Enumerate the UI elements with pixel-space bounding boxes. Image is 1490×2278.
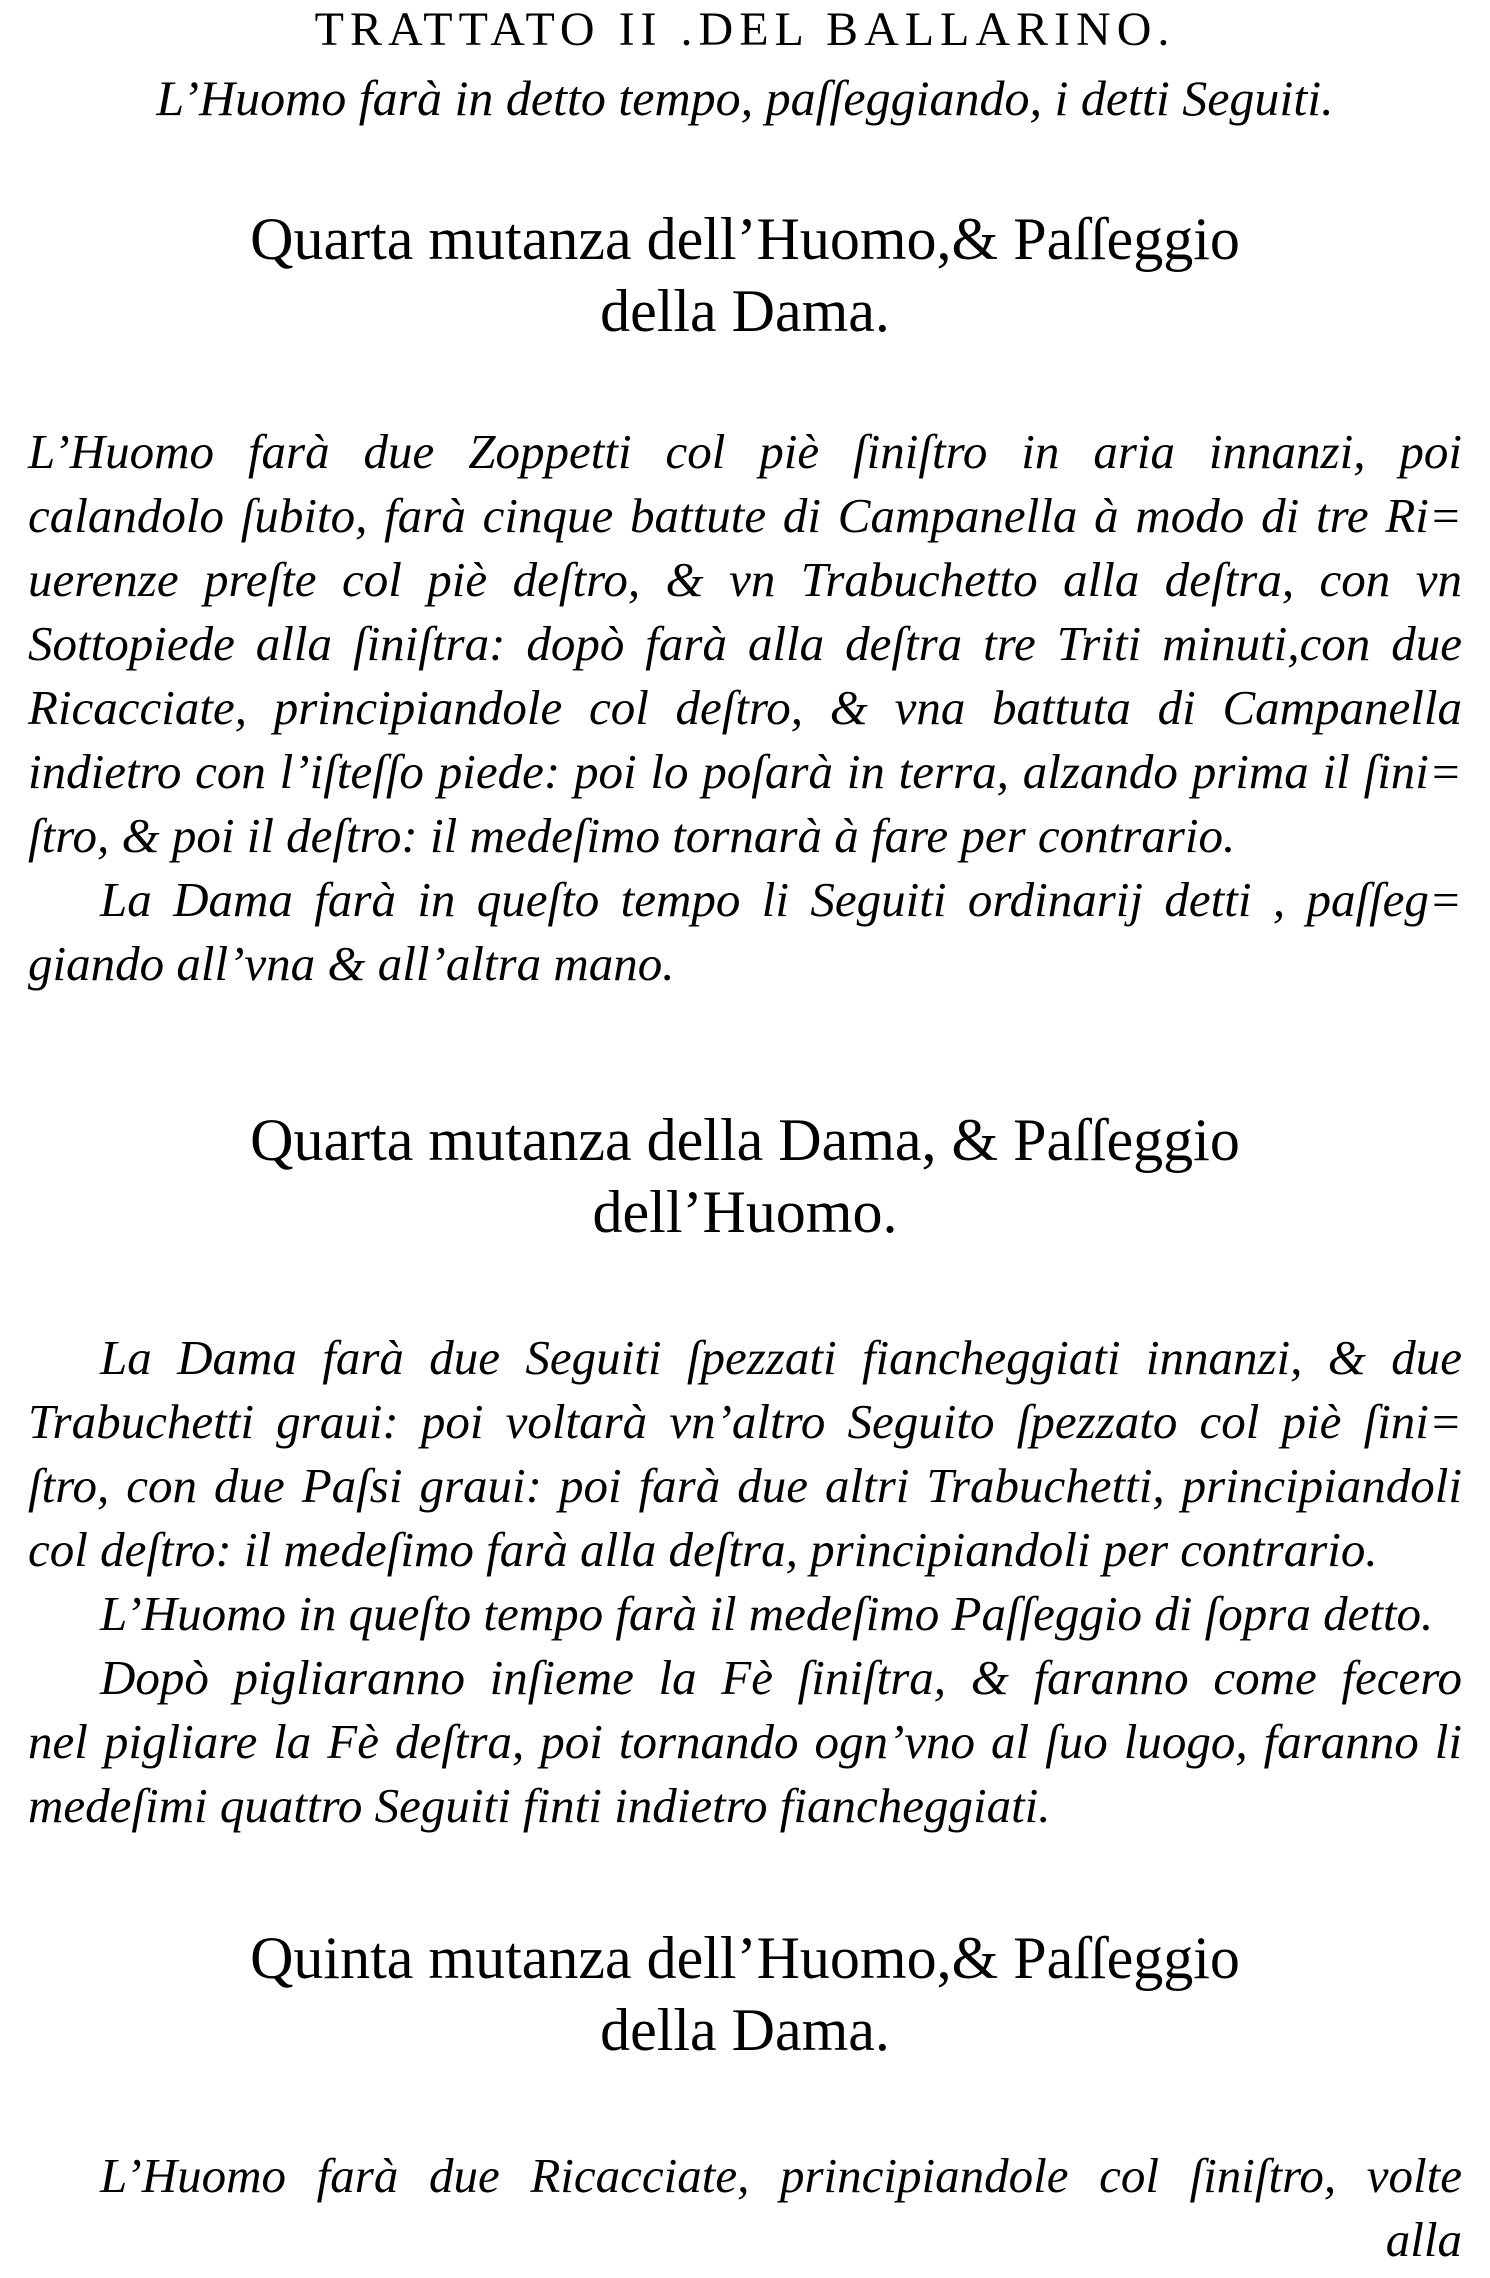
paragraph-continuation	[28, 932, 1462, 996]
text-line: ſtro, & poi il deſtro: il medeſimo tornarà à fare per contrario.	[28, 808, 1236, 863]
catchword-line	[28, 2208, 1462, 2272]
text-line: Trabuchetti graui: poi voltarà vn’altro Seguito ſpezzato col piè ſini=	[28, 1394, 1462, 1449]
text-line: indietro con l’iſteſſo piede: poi lo poſarà in terra, alzando prima il ſini=	[28, 744, 1462, 799]
text-line: ſtro, con due Paſsi graui: poi farà due altri Trabuchetti, principiandoli	[28, 1458, 1462, 1513]
paragraph	[28, 868, 1462, 932]
paragraph	[28, 420, 1462, 868]
text-line: giando all’vna & all’altra mano.	[28, 936, 675, 991]
text-line: nel pigliare la Fè deſtra, poi tornando ogn’vno al ſuo luogo, faranno li	[28, 1714, 1462, 1769]
paragraph	[28, 1326, 1462, 1390]
text-line: L’Huomo farà due Ricacciate, principiandole col ſiniſtro, volte	[100, 2148, 1462, 2203]
text-line: La Dama farà in queſto tempo li Seguiti ordinarij detti , paſſeg=	[100, 872, 1462, 927]
heading-line: Quinta mutanza dell’Huomo,& Paſſeggio	[250, 1925, 1240, 1991]
heading-line: Quarta mutanza dell’Huomo,& Paſſeggio	[250, 206, 1240, 272]
heading-line: Quarta mutanza della Dama, & Paſſeggio	[250, 1107, 1240, 1173]
catchword: alla	[1385, 2212, 1462, 2267]
paragraph	[28, 1582, 1462, 1646]
heading-line: della Dama.	[600, 278, 890, 344]
text-line: La Dama farà due Seguiti ſpezzati fiancheggiati innanzi, & due	[100, 1330, 1462, 1385]
heading-line: della Dama.	[600, 1997, 890, 2063]
section-heading	[100, 203, 1390, 347]
text-line: Sottopiede alla ſiniſtra: dopò farà alla deſtra tre Triti minuti,con due	[28, 616, 1462, 671]
text-line: L’Huomo farà due Zoppetti col piè ſiniſtro in aria innanzi, poi	[28, 424, 1462, 479]
heading-line: dell’Huomo.	[592, 1179, 898, 1245]
text-line: uerenze preſte col piè deſtro, & vn Trabuchetto alla deſtra, con vn	[28, 552, 1462, 607]
section-heading	[100, 1922, 1390, 2066]
text-line: Ricacciate, principiandole col deſtro, & vna battuta di Campanella	[28, 680, 1462, 735]
running-head: TRATTATO II .DEL BALLARINO.	[314, 3, 1176, 56]
text-line: Dopò pigliaranno inſieme la Fè ſiniſtra, & faranno come fecero	[100, 1650, 1462, 1705]
text-line: col deſtro: il medeſimo farà alla deſtra, principiandoli per contrario.	[28, 1522, 1378, 1577]
paragraph	[28, 2144, 1462, 2208]
text-line: L’Huomo in queſto tempo farà il medeſimo Paſſeggio di ſopra detto.	[100, 1586, 1434, 1641]
text-line: medeſimi quattro Seguiti finti indietro fiancheggiati.	[28, 1778, 1051, 1833]
paragraph-continuation	[28, 1710, 1462, 1838]
section-heading	[100, 1104, 1390, 1248]
paragraph	[28, 1646, 1462, 1710]
paragraph-continuation	[28, 1390, 1462, 1582]
text-line: calandolo ſubito, farà cinque battute di Campanella à modo di tre Ri=	[28, 488, 1462, 543]
intro-line: L’Huomo farà in detto tempo, paſſeggiando, i detti Seguiti.	[156, 70, 1334, 126]
